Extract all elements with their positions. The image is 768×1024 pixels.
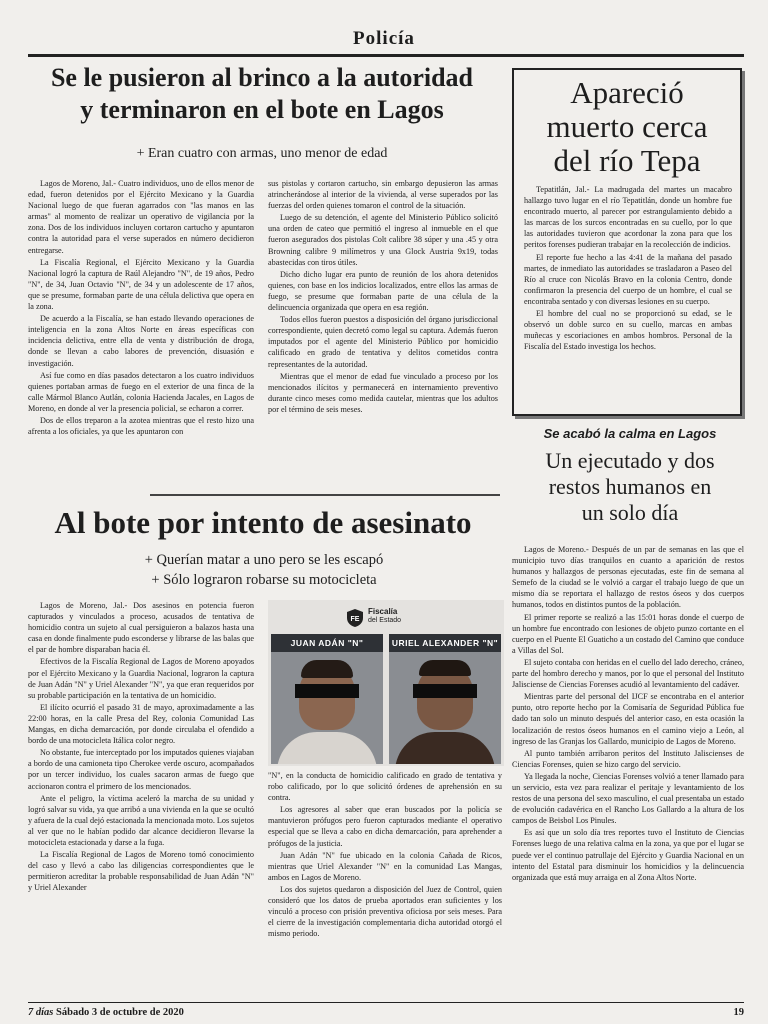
- footer-left: [28, 1007, 184, 1018]
- article4-p5: Al punto también arribaron peritos del Instituto Jaliscienses de Ciencias Forenses, quien se hizo cargo del servicio.: [512, 748, 744, 769]
- footer-brand: 7 días: [28, 1007, 54, 1018]
- article1-subtitle: + Eran cuatro con armas, uno menor de edad: [136, 146, 388, 161]
- article2-subtitle1: + Querían matar a uno pero se les escapó: [144, 552, 384, 568]
- article4-p7: Es así que un solo día tres reportes tuvo el Instituto de Ciencias Forenses luego de una relativa calma en la zona, ya que por el lugar se puede ver el continuo patrullaje del Ejército y Guardia Nacional en un intento del Estatal para disminuir los homicidios y la delincuencia organizada que está muy arraiga en al Zona Altos Norte.: [512, 828, 744, 882]
- article1-col1-p4: Así fue como en días pasados detectaron a los cuatro individuos quienes portaban armas de fuego en el exterior de una finca de la calle Mármol Blanco Autlán, colonia Hacienda Jacales, en Lagos de Moreno, en donde al ver la presencia policial, se echaron a correr.: [28, 370, 254, 413]
- article1-col2: [268, 178, 498, 484]
- article2-col1-p4: No obstante, fue interceptado por los imputados quienes viajaban a bordo de una camioneta tipo Cherokee verde oscuro, acompañados por un tercer individuo, los cuales sacaron armas de fuego que accionaron contra el primero de los mencionados.: [28, 748, 254, 791]
- article4-p2: El primer reporte se realizó a las 15:01 horas donde el cuerpo de un hombre fue encontrado con lesiones de objeto punzo cortante en el cuerpo en el Puente El Guaticho a un costado del Camino que conduce a Villas del Sol.: [512, 612, 744, 655]
- article3-headline: [514, 76, 740, 178]
- footer-rule: [28, 1002, 744, 1003]
- article3-p1: Tepatitlán, Jal.- La madrugada del martes un macabro hallazgo tuvo lugar en el río Tepatitlán, donde un hombre fue encontrado muerto, al parecer por estrangulamiento debido a las marcas de los surcos encontradas en su cuello, por lo que las autoridades tuvieron que acordonar la zona para que los peritos forenses pudieran trabajar en la recolección de indicios.: [524, 185, 732, 250]
- article3-p3: El hombre del cual no se proporcionó su edad, se le observó un doble surco en su cuello, marcas en ambas muñecas y escoriaciones en ambos hombros. Personal de la Fiscalía del Estado investiga los hechos.: [524, 309, 732, 352]
- article4-p6: Ya llegada la noche, Ciencias Forenses volvió a tener llamado para un servicio, esta vez para realizar el peritaje y levantamiento de los restos de una persona del sexo masculino, el cual presentaba un estado de evolución cadavérica en el Rancho Los Gallardo a la altura de los campos de Beisbol Los Pinules.: [512, 771, 744, 826]
- article2-col1-p1: Lagos de Moreno, Jal.- Dos asesinos en potencia fueron capturados y vinculados a proceso, acusados de tentativa de homicidio contra un sujeto al cual persiguieron a balazos hasta una casa en donde finalmente pudo esconderse y librarse de las balas que el par de hombre disparaban hacia él.: [28, 601, 254, 655]
- article2-col2-p4: Los dos sujetos quedaron a disposición del Juez de Control, quien consideró que los datos de prueba aportados eran suficientes y los vinculó a proceso con prisión preventiva oficiosa por seis meses. Para el cierre de la investigación complementaria dicha autoridad otorgó el mismo periodo.: [268, 884, 502, 939]
- article1-col1-p3: De acuerdo a la Fiscalía, se han estado llevando operaciones de inteligencia en la zona Altos Norte en áreas específicas con incidencia delictiva, entre ella de venta y distribución de droga, donde se llevan a cabo labores de prevención, disuasión e investigación.: [28, 314, 254, 368]
- article2-headline: Al bote por intento de asesinato: [54, 505, 472, 540]
- article4-p3: El sujeto contaba con heridas en el cuello del lado derecho, cráneo, parte del hombro derecho y manos, por lo que el personal del Instituto Jalisciense de Ciencias Forenses acudió al levantamiento del cadáver.: [512, 657, 744, 690]
- article4-headline-line1: Un ejecutado y dos: [545, 448, 715, 473]
- suspect-right-censor-bar: [413, 684, 477, 698]
- article4-headline: [512, 448, 748, 526]
- article1-col2-p5: Mientras que el menor de edad fue vinculado a proceso por los mencionados ilícitos y permanecerá en internamiento preventivo durante cinco meses como medida cautelar, mientras que los adultos por el término de seis meses.: [268, 371, 498, 414]
- article4-kicker: Se acabó la calma en Lagos: [543, 426, 717, 441]
- article2-col1-p2: Efectivos de la Fiscalía Regional de Lagos de Moreno apoyados por el Ejército Mexicano y la Guardia Nacional, lograron la captura de Juan Adán "N" y Uriel Alexander "N", ya que eran requeridos por su probable participación en la tentativa de un homicidio.: [28, 657, 254, 700]
- article4-body: [512, 544, 744, 1000]
- article4-p4: Mientras parte del personal del IJCF se encontraba en el anterior punto, otro reporte hecho por la Comisaría de Seguridad Pública fue dado tan solo un minuto después del anterior caso, en esta ocasión la localización de restos óseos humanos en el camino viejo a León, al ingreso de las Granjas los Gallardo, municipio de Lagos de Moreno.: [512, 692, 744, 746]
- suspects-photo: [268, 600, 504, 766]
- article2-col1: [28, 600, 254, 996]
- article1-col2-p3: Dicho dicho lugar era punto de reunión de los ahora detenidos quienes, con base en los indicios localizados, entre ellos las armas de fuego, se presume que formaban parte de una célula de la delincuencia organizada que opera en esa región.: [268, 269, 498, 313]
- svg-text:FE: FE: [350, 616, 360, 623]
- article1-col1-p1: Lagos de Moreno, Jal.- Cuatro individuos, uno de ellos menor de edad, fueron detenidos por el Ejército Mexicano y la Guardia Nacional luego de que fueran agarrados con "las manos en las armas" al momento de realizar un operativo de vigilancia por la zona. Dos de los individuos incluyen cortaron cartucho y apuntaron contra la autoridad para el verse superados en número decidieron entregarse.: [28, 179, 254, 255]
- article1-headline-line2: y terminaron en el bote en Lagos: [80, 94, 444, 124]
- article3-headline-line2: muerto cerca: [546, 109, 708, 145]
- article2-col2: [268, 770, 502, 996]
- article1-col2-p2: Luego de su detención, el agente del Ministerio Público solicitó una orden de cateo que permitió el ingreso al inmueble en el que fueron asegurados dos pistolas Colt calibre 38 súper y una .45 y otra Browning calibre 9 milímetros y una Glock Austria 9x19, todas abastecidas con tiros útiles.: [268, 213, 498, 267]
- suspect-left-shirt: [277, 732, 377, 764]
- suspect-left-photo: [271, 634, 383, 764]
- article4-p1: Lagos de Moreno.- Después de un par de semanas en las que el municipio tuvo días tranquilos en cuanto a aparición de restos humanos y hallazgos de personas ejecutadas, este fin de semana al Semefo de la ciudad se le volvió a cargar el trabajo luego de que un mismo día se reportara el hallazgo de restos óseos y dos cuerpos humanos, todos en distintos puntos de la población.: [512, 545, 744, 610]
- section-title: Policía: [353, 28, 415, 49]
- article2-col2-p1: "N", en la conducta de homicidio calificado en grado de tentativa y robo calificado, por lo que solicitó órdenes de aprehensión en su contra.: [268, 771, 502, 803]
- article1-col1-p2: La Fiscalía Regional, el Ejército Mexicano y la Guardia Nacional logró la captura de Raúl Alejandro "N", de 19 años, Pedro "N", de 34, Juan Octavio "N", de 34 y un adolescente de 17 años, que se presume, formaban parte de una célula delictiva que opera en la zona.: [28, 257, 254, 312]
- logo-line2: del Estado: [368, 617, 402, 624]
- article2-subtitle2: + Sólo lograron robarse su motocicleta: [151, 572, 377, 588]
- article2-col2-p2: Los agresores al saber que eran buscados por la policía se mantuvieron prófugos pero fueron capturados mediante el operativo especial que se lleva a cabo en dicha demarcación, para aprehender a prófugos de la justicia.: [268, 805, 502, 848]
- fiscalia-logo: [346, 606, 426, 630]
- article-divider: [150, 494, 500, 496]
- header-rule: [28, 54, 744, 57]
- article3-p2: El reporte fue hecho a las 4:41 de la mañana del pasado martes, de inmediato las autoridades se trasladaron a Paseo del Río al cruce con Nicolás Bravo en la colonia Centro, donde confirmaron la presencia del cuerpo de un hombre, el cual se encontraba sentado y con diversas lesiones en su cuerpo.: [524, 252, 732, 306]
- shield-icon: [346, 608, 364, 628]
- article2-col2-p3: Juan Adán "N" fue ubicado en la colonia Cañada de Ricos, mientras que Uriel Alexander "N" en la comunidad Las Mangas, ambos en Lagos de Moreno.: [268, 850, 502, 882]
- article1-col1-p5: Dos de ellos treparon a la azotea mientras que el resto hizo una afrenta a los oficiales, ya que les apuntaron con: [28, 415, 254, 437]
- suspect-right-hair: [419, 660, 471, 676]
- suspect-right-photo: [389, 634, 501, 764]
- article1-col2-p4: Todos ellos fueron puestos a disposición del órgano jurisdiccional correspondiente, quien decretó como legal su captura. Además fueron imputados por el agente del Ministerio Público por homicidio calificado en grado de tentativa y delitos cometidos contra representantes de la autoridad.: [268, 315, 498, 369]
- article3-headline-line3: del río Tepa: [553, 143, 701, 179]
- article1-col1: [28, 178, 254, 484]
- article2-col1-p5: Ante el peligro, la víctima aceleró la marcha de su unidad y logró salvar su vida, ya que arribó a una vivienda en la que se ocultó y afuera de la cual dejó estacionada la mencionada moto. Los sujetos al ver que no le habían podido dar alcance decidieron llevarse la motocicleta estacionada y darse a la fuga.: [28, 793, 254, 847]
- article1-col2-p1: sus pistolas y cortaron cartucho, sin embargo depusieron las armas atrincherándose al interior de la vivienda, al verse superados por las fuerzas del orden quienes tomaron el control de la situación.: [268, 179, 498, 211]
- article1-headline: [22, 62, 502, 125]
- logo-line1: Fiscalía: [368, 607, 398, 616]
- article2-col1-p6: La Fiscalía Regional de Lagos de Moreno tomó conocimiento del caso y llevó a cabo las diligencias correspondientes que le permitieron acreditar la probable responsabilidad de Juan Adán "N" y Uriel Alexander: [28, 850, 254, 893]
- footer-date: Sábado 3 de octubre de 2020: [56, 1007, 184, 1018]
- article1-headline-line1: Se le pusieron al brinco a la autoridad: [50, 63, 474, 92]
- suspect-left-hair: [301, 660, 353, 678]
- page-number: 19: [733, 1007, 744, 1018]
- suspect-right-name: URIEL ALEXANDER "N": [389, 634, 501, 652]
- suspect-left-name: JUAN ADÁN "N": [271, 634, 383, 652]
- article3-box: [512, 68, 742, 416]
- article3-body: [524, 184, 732, 412]
- suspect-left-censor-bar: [295, 684, 359, 698]
- article2-col1-p3: El ilícito ocurrió el pasado 31 de mayo, aproximadamente a las 22:00 horas, en la calle Presa del Rey, colonia Comunidad Las Mangas, en dicha demarcación, por donde circulaba el ofendido a bordo de una motocicleta Itálica color negro.: [28, 702, 254, 746]
- article4-headline-line3: un solo día: [581, 499, 679, 525]
- suspect-right-shirt: [395, 732, 495, 764]
- article4-headline-line2: restos humanos en: [548, 473, 712, 499]
- article3-headline-line1: Apareció: [570, 75, 684, 110]
